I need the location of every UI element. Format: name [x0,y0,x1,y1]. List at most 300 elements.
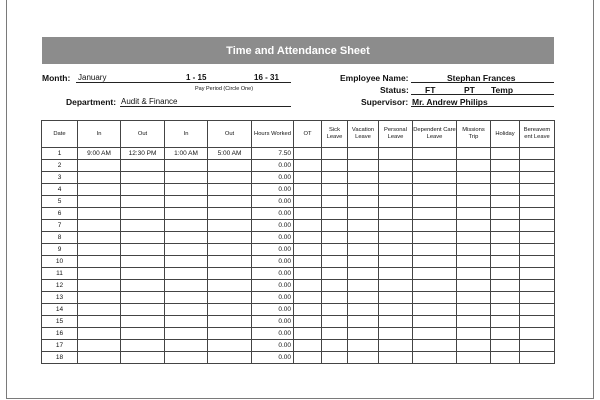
month-value[interactable]: January [78,73,107,82]
cell-leave-2[interactable] [348,316,379,328]
cell-out1[interactable] [121,292,165,304]
column-header: Vacation Leave [348,121,379,148]
cell-leave-6[interactable] [491,184,520,196]
cell-out2[interactable] [208,304,252,316]
cell-leave-3[interactable] [379,148,413,160]
status-option-ft[interactable]: FT [425,85,436,95]
cell-leave-5[interactable] [457,340,491,352]
table-row [42,184,555,196]
supervisor-value[interactable]: Mr. Andrew Philips [412,97,488,107]
cell-out1[interactable] [121,328,165,340]
column-header: Holiday [491,121,520,148]
cell-out1[interactable] [121,172,165,184]
cell-leave-2[interactable] [348,352,379,364]
cell-in2[interactable] [165,352,208,364]
cell-leave-5[interactable] [457,196,491,208]
cell-leave-5[interactable] [457,328,491,340]
cell-leave-0[interactable] [294,232,322,244]
cell-hours: 0.00 [252,340,294,352]
cell-out1[interactable] [121,268,165,280]
cell-leave-1[interactable] [322,196,348,208]
cell-leave-1[interactable] [322,184,348,196]
cell-leave-4[interactable] [413,244,457,256]
table-row [42,304,555,316]
cell-out2[interactable] [208,316,252,328]
cell-day: 15 [42,316,78,328]
cell-leave-3[interactable] [379,316,413,328]
cell-leave-3[interactable] [379,196,413,208]
cell-leave-0[interactable] [294,292,322,304]
table-row [42,352,555,364]
cell-leave-4[interactable] [413,148,457,160]
cell-hours: 0.00 [252,232,294,244]
cell-in1[interactable] [78,184,121,196]
cell-leave-3[interactable] [379,160,413,172]
cell-in1[interactable] [78,208,121,220]
table-row [42,328,555,340]
cell-day: 7 [42,220,78,232]
cell-out2[interactable] [208,280,252,292]
cell-leave-4[interactable] [413,280,457,292]
employee-name-label: Employee Name: [340,73,409,83]
cell-hours: 0.00 [252,196,294,208]
cell-leave-7[interactable] [520,280,555,292]
cell-day: 10 [42,256,78,268]
cell-hours: 0.00 [252,220,294,232]
table-row [42,172,555,184]
cell-out1[interactable] [121,352,165,364]
cell-leave-7[interactable] [520,244,555,256]
cell-in1[interactable] [78,160,121,172]
cell-leave-0[interactable] [294,352,322,364]
cell-leave-5[interactable] [457,160,491,172]
column-header: Missions Trip [457,121,491,148]
cell-in1[interactable] [78,256,121,268]
column-header: Hours Worked [252,121,294,148]
cell-out2[interactable]: 5:00 AM [208,148,252,160]
cell-leave-2[interactable] [348,280,379,292]
cell-leave-0[interactable] [294,160,322,172]
cell-leave-4[interactable] [413,196,457,208]
column-header: Bereavem ent Leave [520,121,555,148]
cell-out2[interactable] [208,256,252,268]
table-row [42,256,555,268]
cell-in1[interactable] [78,352,121,364]
cell-in2[interactable] [165,280,208,292]
cell-leave-2[interactable] [348,292,379,304]
cell-leave-0[interactable] [294,256,322,268]
cell-in2[interactable] [165,268,208,280]
cell-leave-4[interactable] [413,328,457,340]
cell-leave-5[interactable] [457,292,491,304]
cell-leave-5[interactable] [457,244,491,256]
cell-leave-7[interactable] [520,352,555,364]
cell-hours: 0.00 [252,304,294,316]
table-row [42,196,555,208]
cell-leave-1[interactable] [322,304,348,316]
cell-leave-3[interactable] [379,208,413,220]
cell-leave-3[interactable] [379,184,413,196]
cell-out2[interactable] [208,244,252,256]
cell-leave-1[interactable] [322,280,348,292]
cell-leave-1[interactable] [322,268,348,280]
cell-leave-2[interactable] [348,340,379,352]
cell-leave-6[interactable] [491,220,520,232]
cell-in2[interactable] [165,292,208,304]
cell-out2[interactable] [208,292,252,304]
cell-in2[interactable] [165,244,208,256]
cell-in2[interactable] [165,160,208,172]
cell-day: 14 [42,304,78,316]
cell-leave-4[interactable] [413,172,457,184]
cell-in1[interactable] [78,304,121,316]
cell-out1[interactable] [121,244,165,256]
cell-leave-2[interactable] [348,244,379,256]
cell-leave-7[interactable] [520,184,555,196]
status-underline [411,94,554,95]
cell-day: 5 [42,196,78,208]
cell-leave-5[interactable] [457,304,491,316]
status-label: Status: [380,85,409,95]
pay-period-first-half[interactable]: 1 - 15 [186,73,207,82]
cell-hours: 0.00 [252,352,294,364]
cell-leave-0[interactable] [294,244,322,256]
cell-in2[interactable] [165,328,208,340]
cell-leave-4[interactable] [413,232,457,244]
table-row [42,244,555,256]
cell-day: 9 [42,244,78,256]
cell-leave-4[interactable] [413,316,457,328]
cell-leave-4[interactable] [413,184,457,196]
cell-leave-3[interactable] [379,268,413,280]
cell-leave-6[interactable] [491,268,520,280]
cell-leave-7[interactable] [520,316,555,328]
cell-leave-2[interactable] [348,184,379,196]
cell-hours: 7.50 [252,148,294,160]
cell-out2[interactable] [208,172,252,184]
cell-day: 11 [42,268,78,280]
supervisor-underline [411,106,554,107]
cell-leave-3[interactable] [379,244,413,256]
cell-leave-7[interactable] [520,232,555,244]
cell-leave-2[interactable] [348,148,379,160]
cell-leave-1[interactable] [322,256,348,268]
cell-leave-7[interactable] [520,208,555,220]
column-header: OT [294,121,322,148]
cell-leave-3[interactable] [379,304,413,316]
table-body [42,148,555,364]
department-value[interactable]: Audit & Finance [121,97,178,106]
cell-day: 17 [42,340,78,352]
cell-day: 8 [42,232,78,244]
cell-leave-1[interactable] [322,160,348,172]
cell-out2[interactable] [208,340,252,352]
column-header: Sick Leave [322,121,348,148]
cell-in1[interactable] [78,316,121,328]
table-row [42,268,555,280]
attendance-table [41,120,555,364]
cell-leave-4[interactable] [413,256,457,268]
table-row [42,280,555,292]
cell-leave-3[interactable] [379,328,413,340]
cell-leave-3[interactable] [379,256,413,268]
cell-leave-6[interactable] [491,280,520,292]
cell-in2[interactable] [165,316,208,328]
cell-in1[interactable] [78,244,121,256]
cell-leave-3[interactable] [379,220,413,232]
cell-leave-1[interactable] [322,220,348,232]
department-underline [120,106,291,107]
cell-leave-2[interactable] [348,328,379,340]
cell-leave-4[interactable] [413,220,457,232]
cell-leave-6[interactable] [491,304,520,316]
cell-leave-2[interactable] [348,256,379,268]
cell-leave-6[interactable] [491,160,520,172]
cell-leave-7[interactable] [520,220,555,232]
cell-in1[interactable] [78,196,121,208]
status-option-pt[interactable]: PT [464,85,475,95]
cell-in2[interactable] [165,208,208,220]
cell-leave-0[interactable] [294,268,322,280]
cell-in2[interactable] [165,304,208,316]
cell-out2[interactable] [208,160,252,172]
sheet-title: Time and Attendance Sheet [42,37,554,64]
cell-hours: 0.00 [252,280,294,292]
cell-leave-6[interactable] [491,172,520,184]
cell-leave-7[interactable] [520,268,555,280]
cell-out1[interactable] [121,280,165,292]
cell-leave-1[interactable] [322,316,348,328]
cell-leave-1[interactable] [322,340,348,352]
cell-leave-6[interactable] [491,208,520,220]
cell-leave-0[interactable] [294,220,322,232]
cell-leave-5[interactable] [457,280,491,292]
cell-leave-6[interactable] [491,244,520,256]
cell-hours: 0.00 [252,244,294,256]
cell-leave-3[interactable] [379,352,413,364]
cell-in1[interactable] [78,340,121,352]
cell-leave-2[interactable] [348,172,379,184]
cell-in1[interactable] [78,268,121,280]
cell-leave-3[interactable] [379,280,413,292]
cell-leave-1[interactable] [322,208,348,220]
cell-day: 18 [42,352,78,364]
cell-hours: 0.00 [252,268,294,280]
cell-leave-4[interactable] [413,352,457,364]
cell-leave-1[interactable] [322,172,348,184]
cell-in2[interactable] [165,184,208,196]
cell-leave-5[interactable] [457,316,491,328]
cell-in1[interactable] [78,172,121,184]
cell-out2[interactable] [208,232,252,244]
cell-leave-1[interactable] [322,328,348,340]
cell-in2[interactable] [165,256,208,268]
cell-leave-2[interactable] [348,268,379,280]
cell-out2[interactable] [208,208,252,220]
column-header: Date [42,121,78,148]
table-row [42,220,555,232]
cell-leave-1[interactable] [322,244,348,256]
supervisor-label: Supervisor: [361,97,409,107]
cell-leave-0[interactable] [294,172,322,184]
cell-leave-1[interactable] [322,352,348,364]
table-row [42,292,555,304]
cell-out1[interactable] [121,208,165,220]
cell-leave-4[interactable] [413,268,457,280]
table-row [42,316,555,328]
department-label: Department: [66,97,117,107]
table-row [42,208,555,220]
cell-leave-0[interactable] [294,328,322,340]
cell-leave-0[interactable] [294,184,322,196]
cell-leave-6[interactable] [491,148,520,160]
cell-leave-5[interactable] [457,208,491,220]
cell-leave-0[interactable] [294,340,322,352]
cell-out1[interactable] [121,184,165,196]
cell-day: 16 [42,328,78,340]
cell-leave-7[interactable] [520,256,555,268]
cell-leave-2[interactable] [348,208,379,220]
cell-in1[interactable] [78,232,121,244]
cell-leave-5[interactable] [457,352,491,364]
cell-leave-6[interactable] [491,340,520,352]
column-header: Out [208,121,252,148]
column-header: Dependent Care Leave [413,121,457,148]
table-row [42,160,555,172]
cell-leave-4[interactable] [413,304,457,316]
cell-out2[interactable] [208,220,252,232]
cell-out1[interactable] [121,256,165,268]
cell-out1[interactable] [121,340,165,352]
cell-hours: 0.00 [252,316,294,328]
cell-out1[interactable] [121,316,165,328]
cell-day: 12 [42,280,78,292]
cell-out1[interactable]: 12:30 PM [121,148,165,160]
cell-in1[interactable] [78,292,121,304]
cell-leave-6[interactable] [491,328,520,340]
cell-leave-7[interactable] [520,340,555,352]
cell-in2[interactable] [165,220,208,232]
cell-leave-5[interactable] [457,184,491,196]
cell-leave-3[interactable] [379,340,413,352]
cell-leave-0[interactable] [294,208,322,220]
cell-leave-6[interactable] [491,256,520,268]
cell-out1[interactable] [121,160,165,172]
cell-leave-2[interactable] [348,304,379,316]
cell-hours: 0.00 [252,184,294,196]
cell-leave-5[interactable] [457,268,491,280]
table-row [42,148,555,160]
cell-leave-4[interactable] [413,208,457,220]
cell-leave-6[interactable] [491,292,520,304]
table-header-row [42,121,555,148]
cell-in2[interactable] [165,172,208,184]
cell-leave-7[interactable] [520,304,555,316]
cell-leave-1[interactable] [322,148,348,160]
cell-hours: 0.00 [252,172,294,184]
cell-leave-7[interactable] [520,328,555,340]
cell-leave-4[interactable] [413,340,457,352]
cell-leave-0[interactable] [294,196,322,208]
cell-day: 13 [42,292,78,304]
cell-leave-7[interactable] [520,160,555,172]
cell-leave-4[interactable] [413,292,457,304]
cell-leave-2[interactable] [348,160,379,172]
cell-in1[interactable] [78,328,121,340]
cell-leave-2[interactable] [348,220,379,232]
cell-day: 4 [42,184,78,196]
cell-leave-0[interactable] [294,280,322,292]
cell-leave-7[interactable] [520,172,555,184]
cell-out2[interactable] [208,268,252,280]
cell-in1[interactable]: 9:00 AM [78,148,121,160]
cell-leave-0[interactable] [294,304,322,316]
cell-in2[interactable]: 1:00 AM [165,148,208,160]
cell-out2[interactable] [208,184,252,196]
cell-leave-2[interactable] [348,196,379,208]
cell-leave-0[interactable] [294,316,322,328]
cell-leave-5[interactable] [457,232,491,244]
cell-out2[interactable] [208,196,252,208]
cell-in2[interactable] [165,232,208,244]
cell-out2[interactable] [208,328,252,340]
cell-in1[interactable] [78,220,121,232]
cell-leave-6[interactable] [491,232,520,244]
cell-out1[interactable] [121,196,165,208]
employee-name-value[interactable]: Stephan Frances [447,73,516,83]
employee-underline [411,82,554,83]
cell-out1[interactable] [121,304,165,316]
cell-leave-5[interactable] [457,172,491,184]
cell-leave-1[interactable] [322,292,348,304]
cell-leave-6[interactable] [491,352,520,364]
cell-leave-5[interactable] [457,256,491,268]
cell-day: 2 [42,160,78,172]
table-row [42,340,555,352]
cell-leave-1[interactable] [322,232,348,244]
cell-in2[interactable] [165,196,208,208]
pay-period-caption: Pay Period (Circle One) [195,86,254,92]
cell-leave-4[interactable] [413,160,457,172]
status-option-temp[interactable]: Temp [491,85,514,95]
cell-out1[interactable] [121,232,165,244]
cell-leave-0[interactable] [294,148,322,160]
column-header: Out [121,121,165,148]
cell-leave-7[interactable] [520,196,555,208]
cell-leave-3[interactable] [379,292,413,304]
cell-leave-2[interactable] [348,232,379,244]
cell-day: 6 [42,208,78,220]
cell-leave-7[interactable] [520,292,555,304]
cell-leave-7[interactable] [520,148,555,160]
cell-in1[interactable] [78,280,121,292]
cell-in2[interactable] [165,340,208,352]
cell-day: 1 [42,148,78,160]
cell-leave-6[interactable] [491,316,520,328]
month-label: Month: [42,73,71,83]
month-underline [76,82,291,83]
pay-period-second-half[interactable]: 16 - 31 [254,73,279,82]
cell-leave-5[interactable] [457,148,491,160]
cell-out1[interactable] [121,220,165,232]
cell-leave-3[interactable] [379,232,413,244]
cell-out2[interactable] [208,352,252,364]
cell-leave-3[interactable] [379,172,413,184]
cell-leave-6[interactable] [491,196,520,208]
cell-leave-5[interactable] [457,220,491,232]
table-row [42,232,555,244]
column-header: Personal Leave [379,121,413,148]
